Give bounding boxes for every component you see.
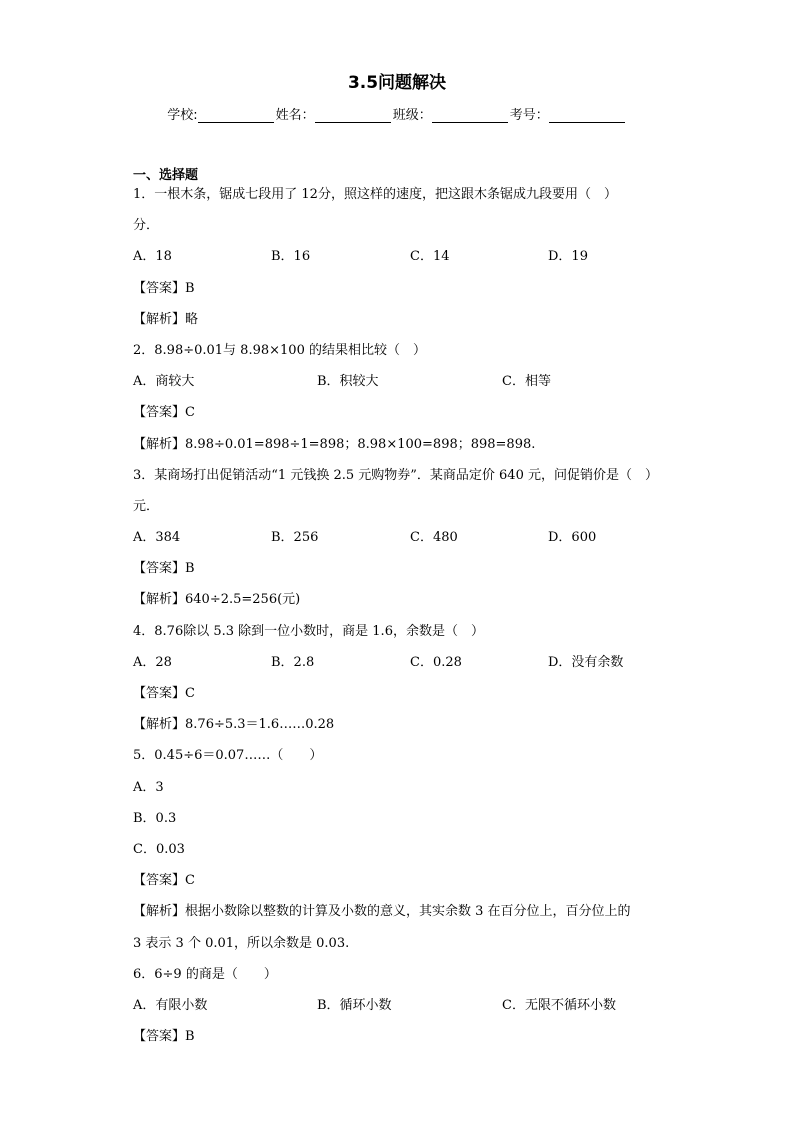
question-2-option-b[interactable]: B．积较大: [317, 374, 379, 390]
answer-label: 【答案】: [133, 1029, 186, 1045]
answer-label: 【答案】: [133, 873, 186, 889]
question-list: [133, 166, 673, 1058]
question-2-option-c[interactable]: C．相等: [502, 374, 551, 390]
exam-number-label: 考号：: [509, 108, 549, 123]
answer-value: B: [185, 561, 195, 577]
answer-label: 【答案】: [133, 280, 186, 296]
analysis-text: 略: [185, 311, 199, 327]
answer-value: C: [185, 405, 195, 421]
question-4-option-c[interactable]: C．0.28: [410, 654, 462, 670]
class-label: 班级：: [392, 108, 432, 123]
analysis-text: 根据小数除以整数的计算及小数的意义，其实余数 3 在百分位上，百分位上的: [185, 904, 631, 920]
question-5-stem: 5．0.45÷6＝0.07……（ ）: [133, 748, 323, 764]
question-2-stem: 2．8.98÷0.01与 8.98×100 的结果相比较（ ）: [133, 342, 426, 358]
answer-value: C: [185, 873, 195, 889]
question-2-analysis: [133, 435, 673, 466]
question-5-analysis-cont: 3 表示 3 个 0.01，所以余数是 0.03.: [133, 935, 350, 951]
analysis-label: 【解析】: [133, 717, 186, 733]
question-2-options: [133, 372, 673, 403]
section-heading: 一、选择题: [133, 168, 199, 183]
question-5-option-c[interactable]: C．0.03: [133, 841, 185, 857]
analysis-text: 8.76÷5.3＝1.6……0.28: [185, 717, 335, 733]
question-4-answer: [133, 684, 673, 715]
question-5-option-a[interactable]: A．3: [133, 779, 164, 795]
answer-value: C: [185, 686, 195, 701]
name-blank[interactable]: [315, 108, 391, 123]
answer-label: 【答案】: [133, 686, 186, 701]
question-1-option-a[interactable]: A．18: [133, 249, 172, 265]
question-6-answer: [133, 1027, 673, 1058]
question-4-options: [133, 653, 673, 684]
question-1-stem-cont: 分．: [133, 218, 160, 234]
question-4-option-b[interactable]: B．2.8: [271, 654, 315, 670]
exam-number-blank[interactable]: [549, 108, 625, 123]
class-blank[interactable]: [432, 108, 508, 123]
question-3-stem-cont: 元．: [133, 498, 160, 514]
page-title: 3.5问题解决: [347, 73, 447, 93]
question-1-answer: [133, 279, 673, 310]
question-4-option-d[interactable]: D．没有余数: [548, 654, 624, 670]
question-1-analysis: [133, 310, 673, 341]
question-6-stem: 6．6÷9 的商是（ ）: [133, 966, 277, 982]
question-2-answer: [133, 403, 673, 434]
question-4-analysis: [133, 715, 673, 746]
question-3-option-d[interactable]: D．600: [548, 530, 597, 546]
question-3-option-c[interactable]: C．480: [410, 530, 458, 546]
question-5-analysis: [133, 902, 673, 933]
question-1-options: [133, 247, 673, 278]
question-1-stem: 1．一根木条，锯成七段用了 12分，照这样的速度，把这跟木条锯成九段要用（ ）: [133, 187, 617, 202]
answer-value: B: [185, 280, 195, 296]
question-2-option-a[interactable]: A．商较大: [133, 374, 195, 390]
answer-value: B: [185, 1029, 195, 1045]
question-3-stem: 3．某商场打出促销活动“1 元钱换 2.5 元购物券”．某商品定价 640 元，问促销价是（ ）: [133, 467, 658, 483]
school-blank[interactable]: [198, 108, 274, 123]
analysis-text: 8.98÷0.01=898÷1=898；8.98×100=898；898=898.: [185, 436, 536, 452]
question-3-analysis: [133, 590, 673, 621]
question-6-option-b[interactable]: B．循环小数: [317, 997, 392, 1013]
question-1-option-d[interactable]: D．19: [548, 249, 588, 265]
question-3-answer: [133, 559, 673, 590]
question-6-options: [133, 996, 673, 1027]
analysis-label: 【解析】: [133, 436, 186, 452]
question-4-stem: 4．8.76除以 5.3 除到一位小数时，商是 1.6，余数是（ ）: [133, 623, 484, 639]
student-info-row: [0, 104, 794, 123]
answer-label: 【答案】: [133, 561, 186, 577]
question-1-option-c[interactable]: C．14: [410, 249, 450, 265]
name-label: 姓名：: [275, 108, 315, 123]
question-6-option-c[interactable]: C．无限不循环小数: [502, 997, 616, 1013]
analysis-label: 【解析】: [133, 311, 186, 327]
question-6-option-a[interactable]: A．有限小数: [133, 997, 208, 1013]
school-label: 学校:: [167, 108, 198, 123]
question-1-option-b[interactable]: B．16: [271, 249, 311, 265]
question-4-option-a[interactable]: A．28: [133, 654, 172, 670]
analysis-label: 【解析】: [133, 592, 186, 608]
question-3-option-b[interactable]: B．256: [271, 530, 319, 546]
analysis-text: 640÷2.5=256(元): [185, 592, 301, 608]
answer-label: 【答案】: [133, 405, 186, 421]
question-3-option-a[interactable]: A．384: [133, 530, 181, 546]
question-3-options: [133, 528, 673, 559]
analysis-label: 【解析】: [133, 904, 186, 920]
question-5-option-b[interactable]: B．0.3: [133, 810, 177, 826]
question-5-answer: [133, 871, 673, 902]
